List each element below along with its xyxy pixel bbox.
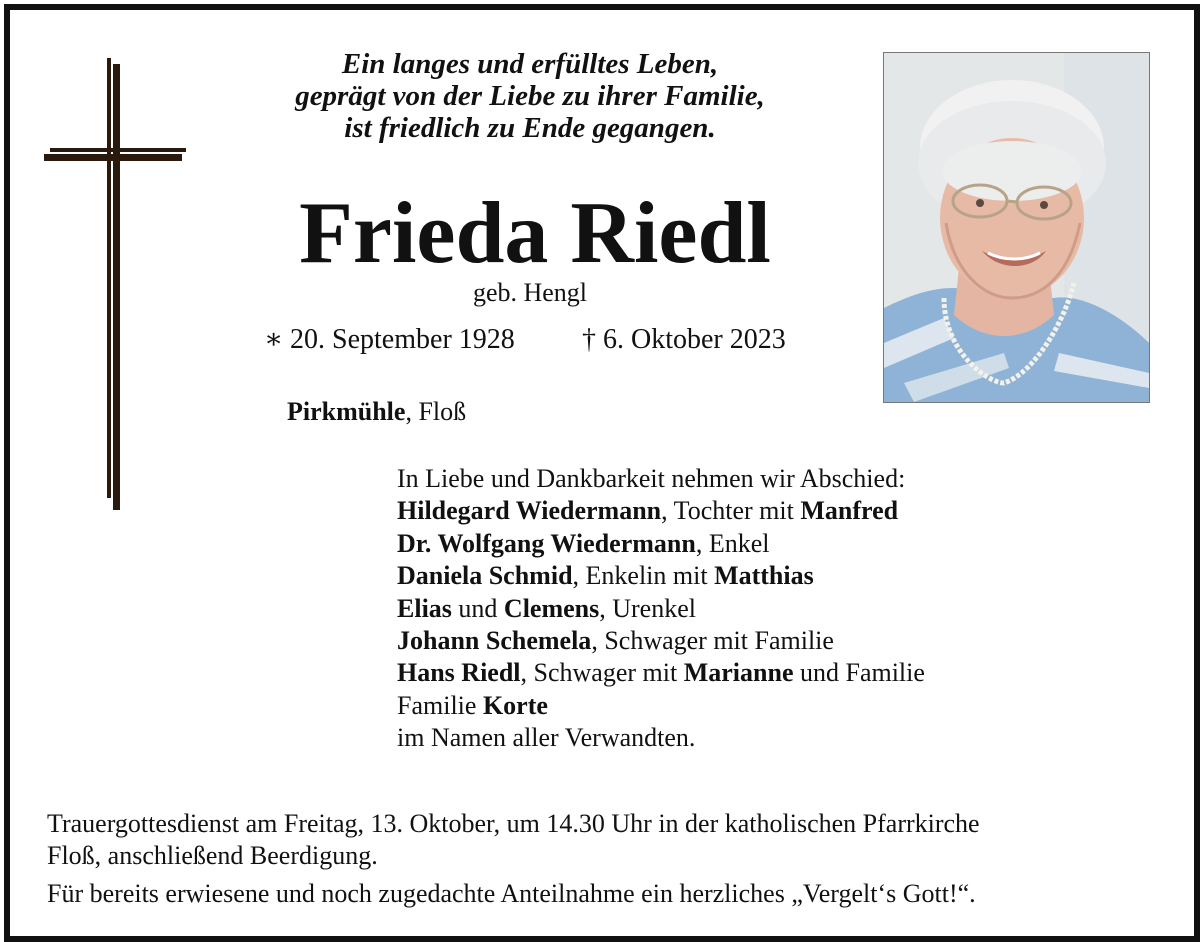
dagger-icon: † bbox=[582, 324, 596, 355]
list-item: im Namen aller Verwandten. bbox=[397, 723, 696, 753]
service-line: Floß, anschließend Beerdigung. bbox=[47, 841, 378, 870]
list-item: Hans Riedl, Schwager mit Marianne und Familie bbox=[397, 658, 925, 688]
list-item: Daniela Schmid, Enkelin mit Matthias bbox=[397, 561, 814, 591]
list-item: Familie Korte bbox=[397, 690, 548, 720]
funeral-service-notice bbox=[47, 808, 1157, 872]
cross-vertical-beam-shadow bbox=[113, 64, 120, 510]
list-item: Johann Schemela, Schwager mit Familie bbox=[397, 626, 834, 656]
motto-line: geprägt von der Liebe zu ihrer Familie, bbox=[295, 80, 765, 112]
portrait-photo bbox=[883, 52, 1150, 403]
star-icon: ∗ bbox=[264, 324, 284, 355]
list-item: Dr. Wolfgang Wiedermann, Enkel bbox=[397, 528, 770, 558]
maiden-name: geb. Hengl bbox=[472, 278, 588, 307]
list-item: Hildegard Wiedermann, Tochter mit Manfred bbox=[397, 496, 899, 526]
mourners-intro: In Liebe und Dankbarkeit nehmen wir Abschied: bbox=[397, 464, 906, 493]
cross-horizontal-beam-shadow bbox=[44, 154, 182, 161]
cross-horizontal-beam bbox=[50, 148, 186, 152]
death-date: † 6. Oktober 2023 bbox=[582, 324, 786, 355]
residence-place: Pirkmühle, Floß bbox=[287, 397, 467, 426]
motto bbox=[250, 48, 810, 144]
mourners-list bbox=[397, 463, 1077, 755]
birth-date: ∗ 20. September 1928 bbox=[264, 324, 515, 355]
thanks-notice: Für bereits erwiesene und noch zugedachte Anteilnahme ein herzliches „Vergelt‘s Gott!“. bbox=[47, 879, 976, 908]
portrait-illustration bbox=[884, 53, 1149, 402]
service-line: Trauergottesdienst am Freitag, 13. Oktober, um 14.30 Uhr in der katholischen Pfarrkirche bbox=[47, 809, 980, 838]
list-item: Elias und Clemens, Urenkel bbox=[397, 593, 696, 623]
deceased-name: Frieda Riedl bbox=[299, 185, 771, 282]
cross-vertical-beam bbox=[107, 58, 111, 498]
motto-line: ist friedlich zu Ende gegangen. bbox=[344, 112, 716, 144]
motto-line: Ein langes und erfülltes Leben, bbox=[341, 48, 719, 80]
